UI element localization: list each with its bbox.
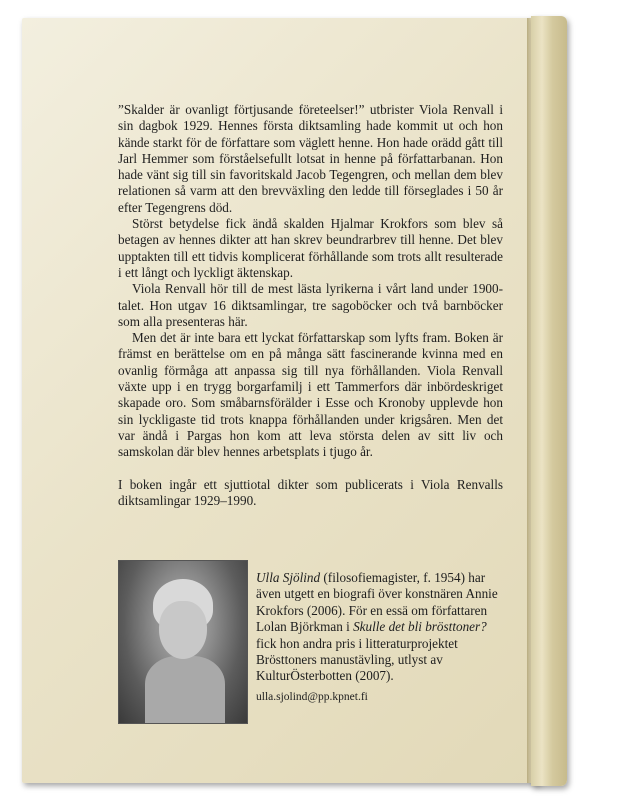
essay-title: Skulle det bli brösttoner? — [353, 619, 487, 635]
photo-shoulders — [145, 656, 225, 724]
author-bio-part-2: fick hon andra pris i litteraturprojektet Brösttoners manustävling, utlyst av KulturÖsterbotten (2007). — [256, 635, 458, 684]
blurb-paragraph-4: Men det är inte bara ett lyckat författarskap som lyfts fram. Boken är främst en berättelse om en på många sätt fascinerande kvinna med en ovanlig förmåga att anpassa sig till nya förhållanden. Viola Renvall växte upp i en trygg borgarfamilj i ett Tammerfors där inbördeskriget skapade oro. Som småbarnsförälder i Esse och Kronoby upplevde hon sin lyckligaste tid trots knappa förhållanden under krigsåren. Men det var ändå i Pargas hon kom att leva största delen av sitt liv och samskolan där blev hennes arbetsplats i tjugo år. — [118, 330, 503, 460]
author-photo — [118, 560, 248, 724]
author-bio-text — [256, 570, 506, 685]
blurb-paragraph-3: Viola Renvall hör till de mest lästa lyrikerna i vårt land under 1900-talet. Hon utgav 16 diktsamlingar, tre sagoböcker och två barnböcker som alla presenteras här. — [118, 281, 503, 329]
blurb-paragraph-5: I boken ingår ett sjuttiotal dikter som publicerats i Viola Renvalls diktsamlingar 1929–1990. — [118, 476, 503, 508]
author-bio-part-1: (filosofiemagister, f. 1954) har även utgett en biografi över konstnären Annie Krokfors (2006). För en essä om författaren Lolan Björkman i — [256, 570, 498, 635]
book-spine — [531, 16, 567, 786]
blurb-paragraph-1: ”Skalder är ovanligt förtjusande företeelser!” utbrister Viola Renvall i sin dagbok 1929. Hennes första diktsamling hade kommit ut och hon kände starkt för de författare som väglett henne. Hon hade orädd gått till Jarl Hemmer som förståelsefullt lotsat in henne på författarbanan. Hon hade vänt sig till sin favoritskald Jacob Tegengren, och mellan dem blev relationen så varm att den brevväxling den ledde till förseglades i 50 år efter Tegengrens död. — [118, 102, 503, 215]
author-name: Ulla Sjölind — [256, 570, 321, 585]
blurb-paragraph-2: Störst betydelse fick ändå skalden Hjalmar Krokfors som blev så betagen av hennes dikter att han skrev beundrarbrev till henne. Det blev upptakten till ett tidvis komplicerat förhållande som trots allt resulterade i ett långt och lyckligt äktenskap. — [118, 216, 503, 280]
blurb-text — [118, 102, 503, 509]
author-bio — [256, 570, 506, 705]
author-email: ulla.sjolind@pp.kpnet.fi — [256, 690, 368, 703]
photo-face — [159, 601, 207, 659]
